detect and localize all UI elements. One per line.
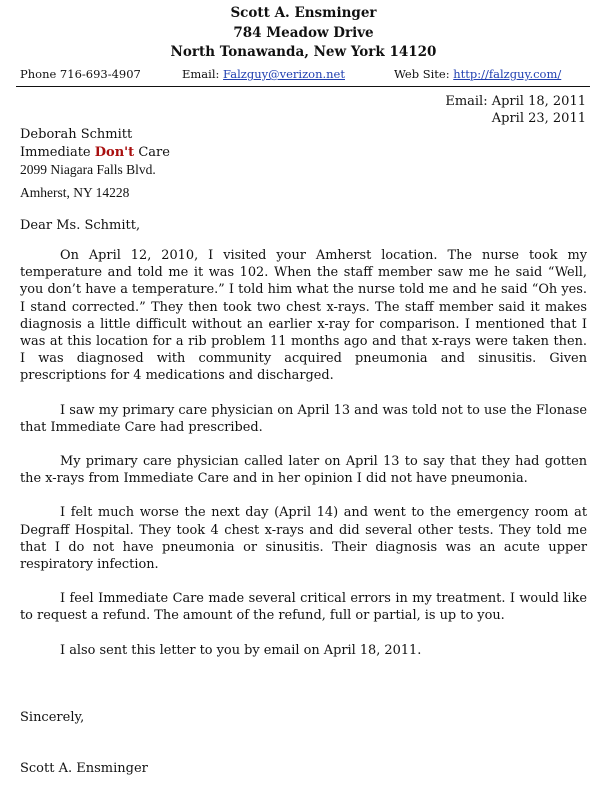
paragraph-physician-call: My primary care physician called later on April 13 to say that they had gotten the x-rays from Immediate Care and in her opinion I did not have pneumonia. [20,454,587,487]
email-link[interactable]: Falzguy@verizon.net [223,67,345,81]
recipient-city: Amherst, NY 14228 [20,184,130,200]
company-name-part2: Care [138,144,170,160]
letter-body [20,247,587,659]
closing: Sincerely, [20,710,85,725]
recipient-company [20,144,170,162]
website-label: Web Site: [394,67,450,81]
email-label: Email: [182,67,220,81]
salutation: Dear Ms. Schmitt, [20,218,141,233]
paragraph-refund-request: I feel Immediate Care made several critical errors in my treatment. I would like to request a refund. The amount of the refund, full or partial, is up to you. [20,591,587,624]
phone-number: Phone 716-693-4907 [20,67,141,81]
recipient-name: Deborah Schmitt [20,127,133,142]
recipient-street: 2099 Niagara Falls Blvd. [20,162,156,177]
website-contact [394,66,561,82]
signature-name: Scott A. Ensminger [20,761,148,776]
paragraph-physician-visit: I saw my primary care physician on April 13 and was told not to use the Flonase that Immediate Care had prescribed. [20,402,587,435]
email-contact [182,66,345,82]
website-link[interactable]: http://falzguy.com/ [453,67,562,81]
recipient-address [20,126,170,201]
company-emphasis: Don't [94,144,135,160]
company-name-part1: Immediate [20,144,91,160]
letter-dates [445,93,586,127]
email-date: Email: April 18, 2011 [445,94,586,109]
paragraph-emergency-room: I felt much worse the next day (April 14) and went to the emergency room at Degraff Hospital. They took 4 chest x-rays and did several other tests. They told me that I do not have pneumonia or sinusitis. Their diagnosis was an acute upper respiratory infection. [20,505,587,573]
paragraph-email-note: I also sent this letter to you by email on April 18, 2011. [60,642,422,658]
letterhead [0,4,607,63]
sender-street: 784 Meadow Drive [233,24,374,41]
letter-date: April 23, 2011 [491,111,586,126]
letterhead-divider [16,86,590,87]
paragraph-visit: On April 12, 2010, I visited your Amherst location. The nurse took my temperature and told me it was 102. When the staff member saw me he said “Well, you don’t have a temperature.” I told him what the nurse told me and he said “Oh yes. I stand corrected.” They then took two chest x-rays. The staff member said it makes diagnosis a little difficult without an earlier x-ray for comparison. I mentioned that I was at this location for a rib problem 11 months ago and that x-rays were taken then. I was diagnosed with community acquired pneumonia and sinusitis. Given prescriptions for 4 medications and discharged. [20,248,587,384]
sender-city: North Tonawanda, New York 14120 [170,44,437,60]
sender-name: Scott A. Ensminger [230,5,377,21]
